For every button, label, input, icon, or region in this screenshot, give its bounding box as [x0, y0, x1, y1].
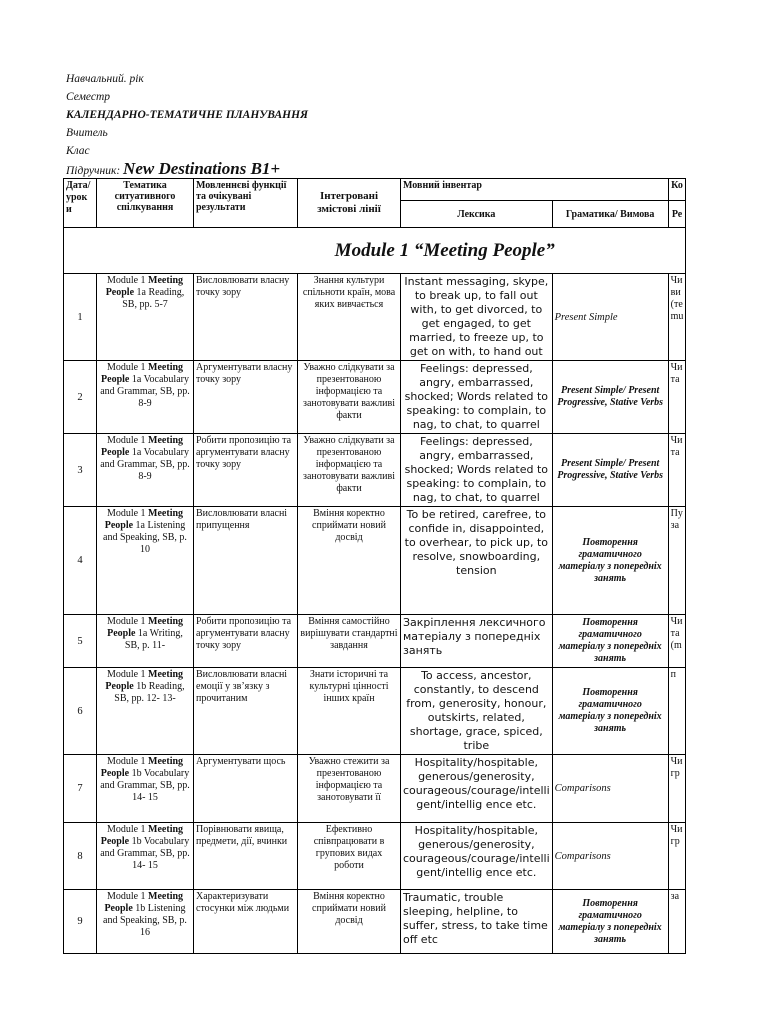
row-number: 4 — [64, 507, 97, 615]
header-language-inventory: Мовний інвентар — [401, 179, 669, 201]
row-topic — [97, 274, 194, 361]
row-number: 1 — [64, 274, 97, 361]
row-lexis: Feelings: depressed, angry, embarrassed, shocked; Words related to speaking: to complain, to nag, to chat, to quarrel — [401, 434, 553, 507]
row-module: Module 1 — [106, 508, 146, 519]
table-row — [64, 274, 686, 361]
row-topic — [97, 507, 194, 615]
table-row — [64, 361, 686, 434]
table-row — [64, 890, 686, 954]
row-speech-function: Робити пропозицію та аргументувати власну точку зору — [194, 434, 298, 507]
row-lesson: 1a Vocabulary and Grammar, SB, pp. 8-9 — [100, 374, 190, 409]
row-meeting: Meeting People — [105, 669, 184, 692]
header-integrated-lines: Інтегровані змістові лінії — [298, 179, 401, 228]
row-speech-function: Характеризувати стосунки між людьми — [194, 890, 298, 954]
row-integrated-line: Уважно слідкувати за презентованою інформацією та занотовувати важливі факти — [298, 361, 401, 434]
textbook-line — [66, 160, 308, 178]
row-ko: Пу за — [668, 507, 686, 615]
row-meeting: Meeting People — [104, 508, 184, 531]
row-grammar: Present Simple/ Present Progressive, Stative Verbs — [552, 361, 668, 434]
row-number: 3 — [64, 434, 97, 507]
row-module: Module 1 — [106, 756, 146, 767]
class-label: Клас — [66, 145, 90, 157]
row-lexis: Traumatic, trouble sleeping, helpline, to suffer, stress, to take time off etc — [401, 890, 553, 954]
row-number: 6 — [64, 668, 97, 755]
row-grammar: Повторення граматичного матеріалу з попередніх занять — [552, 615, 668, 668]
textbook-label: Підручник: — [66, 165, 121, 177]
header-ko: Ко — [668, 179, 686, 201]
table-row — [64, 507, 686, 615]
row-module: Module 1 — [106, 616, 146, 627]
row-speech-function: Аргументувати власну точку зору — [194, 361, 298, 434]
row-module: Module 1 — [106, 824, 146, 835]
row-topic — [97, 361, 194, 434]
row-speech-function: Висловлювати власні емоції у зв’язку з прочитаним — [194, 668, 298, 755]
row-grammar: Повторення граматичного матеріалу з попередніх занять — [552, 507, 668, 615]
row-meeting: Meeting People — [107, 616, 184, 639]
row-speech-function: Висловлювати власні припущення — [194, 507, 298, 615]
row-ko: за — [668, 890, 686, 954]
row-meeting: Meeting People — [100, 756, 184, 779]
row-meeting: Meeting People — [101, 362, 184, 385]
row-topic — [97, 823, 194, 890]
row-integrated-line: Знання культури спільноти країн, мова яких вивчається — [298, 274, 401, 361]
table-row — [64, 668, 686, 755]
row-lesson: 1b Vocabulary and Grammar, SB, pp. 14- 15 — [100, 836, 190, 871]
teacher-label: Вчитель — [66, 127, 108, 139]
row-integrated-line: Вміння коректно сприймати новий досвід — [298, 890, 401, 954]
row-module: Module 1 — [106, 435, 146, 446]
row-integrated-line: Знати історичні та культурні цінності інших країн — [298, 668, 401, 755]
row-grammar: Повторення граматичного матеріалу з попередніх занять — [552, 890, 668, 954]
row-lexis: To access, ancestor, constantly, to descend from, generosity, honour, outskirts, related, shortage, grace, spiced, tribe — [401, 668, 553, 755]
row-speech-function: Порівнювати явища, предмети, дії, вчинки — [194, 823, 298, 890]
row-module: Module 1 — [106, 669, 146, 680]
module-title: Module 1 “Meeting People” — [334, 239, 555, 261]
header-grammar: Граматика/ Вимова — [552, 201, 668, 228]
row-number: 5 — [64, 615, 97, 668]
row-ko: Чи гр — [668, 823, 686, 890]
row-meeting: Meeting People — [104, 891, 184, 914]
row-lexis: Hospitality/hospitable, generous/generosity, courageous/courage/intelli gent/intellig ence etc. — [401, 823, 553, 890]
row-module: Module 1 — [106, 891, 146, 902]
row-topic — [97, 755, 194, 823]
row-number: 2 — [64, 361, 97, 434]
row-topic — [97, 434, 194, 507]
header-speech-functions: Мовленнєві функції та очікувані результати — [194, 179, 298, 228]
row-meeting: Meeting People — [105, 275, 184, 298]
row-integrated-line: Уважно стежити за презентованою інформацією та занотовувати її — [298, 755, 401, 823]
header-topic: Тематика ситуативного спілкування — [97, 179, 194, 228]
header-re: Ре — [668, 201, 686, 228]
row-ko: Чи та — [668, 434, 686, 507]
row-topic — [97, 615, 194, 668]
row-number: 8 — [64, 823, 97, 890]
table-row — [64, 823, 686, 890]
row-lesson: 1a Vocabulary and Grammar, SB, pp. 8-9 — [100, 447, 190, 482]
row-topic — [97, 668, 194, 755]
row-lexis: To be retired, carefree, to confide in, disappointed, to overhear, to pick up, to resolve, snowboarding, tension — [401, 507, 553, 615]
textbook-name: New Destinations B1+ — [123, 159, 281, 178]
row-lexis: Hospitality/hospitable, generous/generosity, courageous/courage/intelli gent/intellig ence etc. — [401, 755, 553, 823]
table-row — [64, 434, 686, 507]
row-grammar: Present Simple/ Present Progressive, Stative Verbs — [552, 434, 668, 507]
row-module: Module 1 — [106, 362, 146, 373]
planning-table — [63, 178, 686, 954]
row-grammar: Comparisons — [552, 823, 668, 890]
module-title-row — [64, 228, 686, 274]
row-integrated-line: Вміння коректно сприймати новий досвід — [298, 507, 401, 615]
row-speech-function: Аргументувати щось — [194, 755, 298, 823]
row-number: 9 — [64, 890, 97, 954]
row-meeting: Meeting People — [100, 824, 184, 847]
document-title: КАЛЕНДАРНО-ТЕМАТИЧНЕ ПЛАНУВАННЯ — [66, 109, 308, 121]
row-ko: Чи гр — [668, 755, 686, 823]
row-lesson: 1b Reading, SB, pp. 12- 13- — [114, 681, 185, 704]
document-header — [66, 70, 308, 178]
row-lesson: 1b Vocabulary and Grammar, SB, pp. 14- 15 — [100, 768, 190, 803]
row-lesson: 1b Listening and Speaking, SB, p. 16 — [103, 903, 187, 938]
row-lexis: Закріплення лексичного матеріалу з попередніх занять — [401, 615, 553, 668]
semester-label: Семестр — [66, 91, 111, 103]
row-grammar: Present Simple — [552, 274, 668, 361]
row-integrated-line: Уважно слідкувати за презентованою інформацією та занотовувати важливі факти — [298, 434, 401, 507]
row-module: Module 1 — [106, 275, 146, 286]
header-lexis: Лексика — [401, 201, 553, 228]
row-ko: Чи ви (те mu — [668, 274, 686, 361]
row-topic — [97, 890, 194, 954]
row-ko: Чи та (m — [668, 615, 686, 668]
row-grammar: Повторення граматичного матеріалу з попередніх занять — [552, 668, 668, 755]
table-row — [64, 755, 686, 823]
row-integrated-line: Вміння самостійно вирішувати стандартні завдання — [298, 615, 401, 668]
row-integrated-line: Ефективно співпрацювати в групових видах роботи — [298, 823, 401, 890]
row-ko: Чи та — [668, 361, 686, 434]
row-lexis: Instant messaging, skype, to break up, to fall out with, to get divorced, to get engaged, to get married, to freeze up, to get on with, to hand out — [401, 274, 553, 361]
academic-year-label: Навчальний. рік — [66, 73, 144, 85]
table-row — [64, 615, 686, 668]
row-lexis: Feelings: depressed, angry, embarrassed, shocked; Words related to speaking: to complain, to nag, to chat, to quarrel — [401, 361, 553, 434]
row-meeting: Meeting People — [101, 435, 184, 458]
row-speech-function: Висловлювати власну точку зору — [194, 274, 298, 361]
row-lesson: 1a Writing, SB, p. 11- — [124, 628, 183, 651]
row-number: 7 — [64, 755, 97, 823]
row-ko: п — [668, 668, 686, 755]
row-lesson: 1a Reading, SB, pp. 5-7 — [122, 287, 185, 310]
row-lesson: 1a Listening and Speaking, SB, p. 10 — [103, 520, 187, 555]
row-grammar: Comparisons — [552, 755, 668, 823]
row-speech-function: Робити пропозицію та аргументувати власну точку зору — [194, 615, 298, 668]
header-date: Дата/ урок и — [64, 179, 97, 228]
